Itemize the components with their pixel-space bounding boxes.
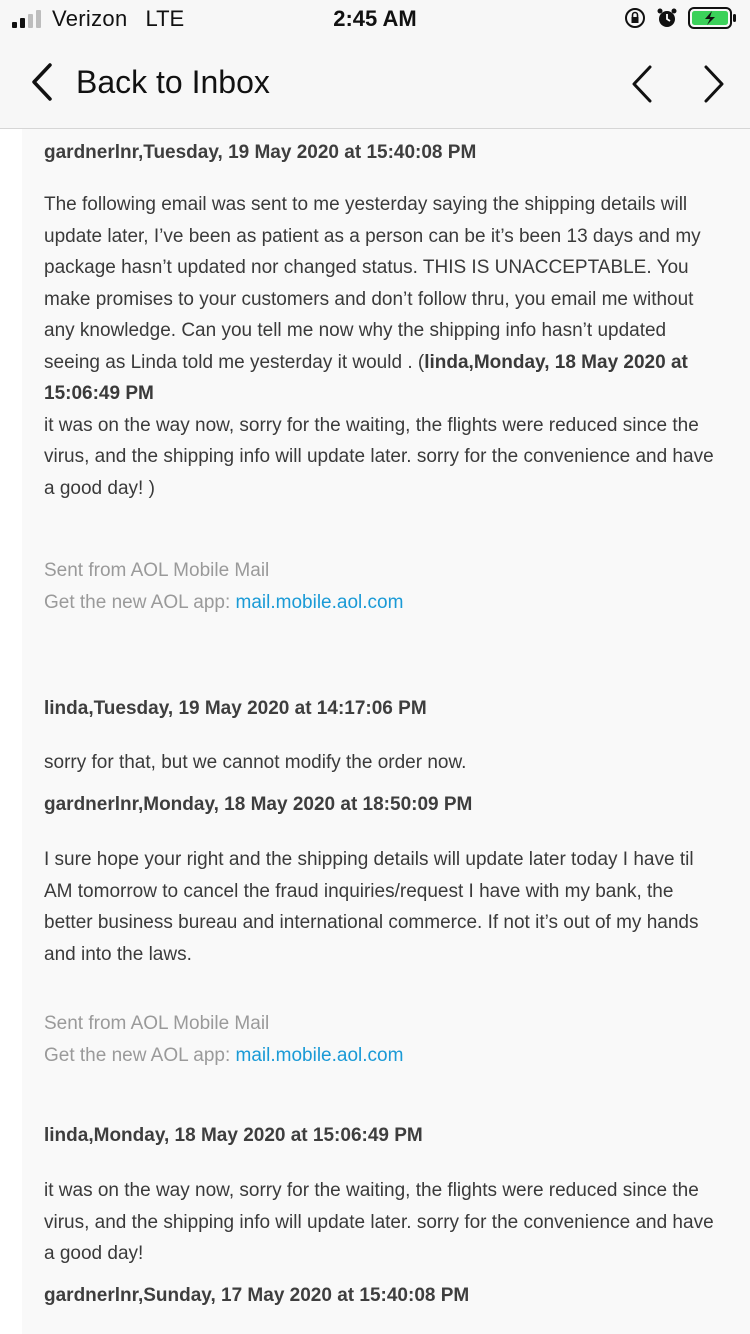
- navigation-bar: [0, 40, 750, 129]
- status-time: 2:45 AM: [333, 6, 417, 31]
- email-thread: [22, 129, 750, 1334]
- message-body-text: The following email was sent to me yesterday saying the shipping details will update later, I’ve been as patient as a person can be it’s been 13 days and my package hasn’t updated nor changed status. THIS IS UNACCEPTABLE. You make promises to your customers and don’t follow thru, you email me without any knowledge. Can you tell me now why the shipping info hasn’t updated seeing as Linda told me yesterday it would . (: [44, 194, 701, 373]
- signature-app-line: [44, 1040, 724, 1072]
- previous-message-icon[interactable]: [630, 64, 654, 104]
- signature-app-line: [44, 587, 724, 619]
- signature-prefix: Get the new AOL app:: [44, 592, 236, 613]
- aol-app-link[interactable]: mail.mobile.aol.com: [235, 1045, 404, 1066]
- message-body-text: sorry for that, but we cannot modify the order now.: [44, 752, 467, 773]
- chevron-left-icon: [30, 62, 54, 102]
- carrier-name: Verizon: [52, 6, 128, 31]
- orientation-lock-icon: [624, 7, 646, 29]
- message-nav-arrows: [630, 64, 726, 104]
- status-bar: [0, 0, 750, 40]
- message-header: linda,Monday, 18 May 2020 at 15:06:49 PM: [44, 1125, 423, 1146]
- back-label: Back to Inbox: [76, 63, 270, 100]
- signature-prefix: Get the new AOL app:: [44, 1045, 236, 1066]
- network-type: LTE: [145, 6, 185, 31]
- message-body-text: I sure hope your right and the shipping details will update later today I have til AM tomorrow to cancel the fraud inquiries/request I have with my bank, the better business bureau and international commerce. If not it’s out of my hands and into the laws.: [44, 849, 699, 965]
- battery-charging-icon: [688, 6, 738, 30]
- back-to-inbox-button[interactable]: [30, 62, 270, 102]
- signature-line: Sent from AOL Mobile Mail: [44, 560, 270, 581]
- message-header: gardnerlnr,Monday, 18 May 2020 at 18:50:09 PM: [44, 794, 473, 815]
- message-header: gardnerlnr,Tuesday, 19 May 2020 at 15:40:08 PM: [44, 142, 477, 163]
- next-message-icon[interactable]: [702, 64, 726, 104]
- message-header: gardnerlnr,Sunday, 17 May 2020 at 15:40:08 PM: [44, 1285, 470, 1306]
- quoted-header: linda,Monday, 18 May 2020 at 15:06:49 PM: [44, 351, 688, 404]
- message-body: [44, 189, 724, 504]
- alarm-icon: [656, 7, 678, 29]
- status-right: [624, 6, 738, 30]
- quoted-body-text: it was on the way now, sorry for the waiting, the flights were reduced since the virus, and the shipping info will update later. sorry for the convenience and have a good day! ): [44, 414, 714, 499]
- signature-line: Sent from AOL Mobile Mail: [44, 1013, 270, 1034]
- aol-app-link[interactable]: mail.mobile.aol.com: [235, 592, 404, 613]
- message-body-text: it was on the way now, sorry for the waiting, the flights were reduced since the virus, and the shipping info will update later. sorry for the convenience and have a good day!: [44, 1180, 714, 1264]
- message-header: linda,Tuesday, 19 May 2020 at 14:17:06 PM: [44, 698, 427, 719]
